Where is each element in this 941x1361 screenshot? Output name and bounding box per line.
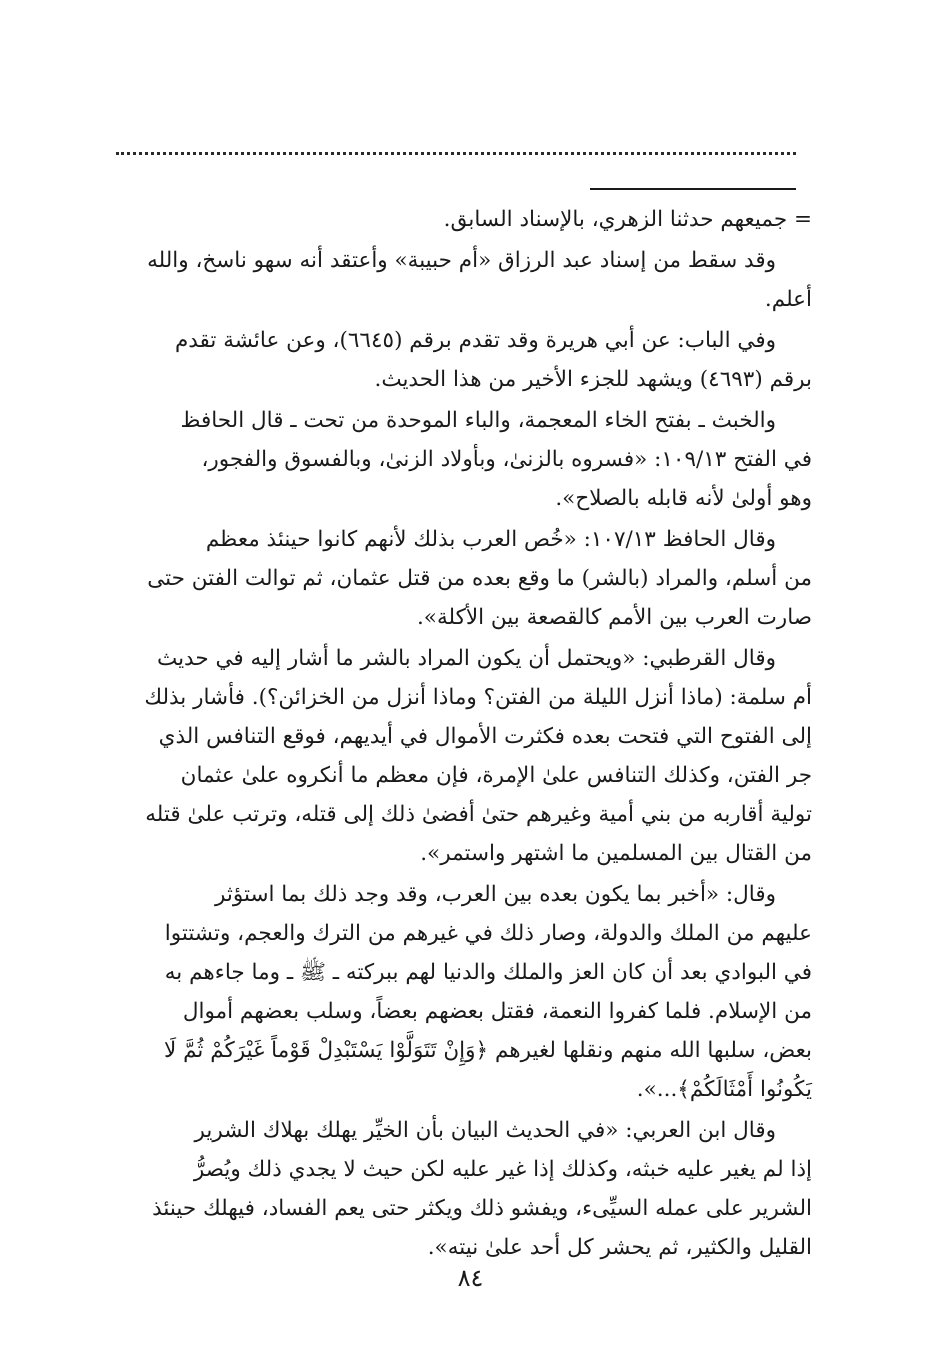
paragraph: وقال الحافظ ١٠٧/١٣: «خُص العرب بذلك لأنهم كانوا حينئذ معظم من أسلم، والمراد (بالشر) ما وقع بعده من قتل عثمان، ثم توالت الفتن حتى صارت العرب بين الأمم كالقصعة بين الأكلة». [147, 527, 812, 630]
paragraph: والخبث ـ بفتح الخاء المعجمة، والباء الموحدة من تحت ـ قال الحافظ في الفتح ١٠٩/١٣: «فسروه بالزنىٰ، وبأولاد الزنىٰ، وبالفسوق والفجور، وهو أولىٰ لأنه قابله بالصلاح». [180, 408, 812, 511]
paragraph: وقال: «أخبر بما يكون بعده بين العرب، وقد وجد ذلك بما استؤثر عليهم من الملك والدولة، وصار ذلك في غيرهم من الترك والعجم، وتشتتوا في البوادي بعد أن كان العز والملك والدنيا لهم ببركته ـ ﷺ ـ وما جاءهم به من الإسلام. فلما كفروا النعمة، فقتل بعضهم بعضاً، وسلب بعضهم أموال بعض، سلبها الله منهم ونقلها لغيرهم ﴿وَإِنْ تَتَوَلَّوْا يَسْتَبْدِلْ قَوْماً غَيْرَكُمْ ثُمَّ لَا يَكُونُوا أَمْثَالَكُمْ﴾...». [163, 882, 812, 1102]
dotted-separator [116, 152, 796, 155]
paragraph: وقال القرطبي: «ويحتمل أن يكون المراد بالشر ما أشار إليه في حديث أم سلمة: (ماذا أنزل الليلة من الفتن؟ وماذا أنزل من الخزائن؟). فأشار بذلك إلى الفتوح التي فتحت بعده فكثرت الأموال في أيديهم، فوقع التنافس الذي جر الفتن، وكذلك التنافس علىٰ الإمرة، فإن معظم ما أنكروه علىٰ عثمان تولية أقاربه من بني أمية وغيرهم حتىٰ أفضىٰ ذلك إلى قتله، وترتب علىٰ قتله من القتال بين المسلمين ما اشتهر واستمر». [144, 646, 812, 866]
paragraph: وقد سقط من إسناد عبد الرزاق «أم حبيبة» وأعتقد أنه سهو ناسخ، والله أعلم. [147, 248, 812, 312]
page-number: ٨٤ [457, 1264, 484, 1292]
paragraph: = جميعهم حدثنا الزهري، بالإسناد السابق. [443, 207, 812, 232]
paragraph: وقال ابن العربي: «في الحديث البيان بأن الخيِّر يهلك بهلاك الشرير إذا لم يغير عليه خبثه، وكذلك إذا غير عليه لكن حيث لا يجدي ذلك ويُصرُّ الشرير على عمله السيِّىء، ويفشو ذلك ويكثر حتى يعم الفساد، فيهلك حينئذ القليل والكثير، ثم يحشر كل أحد علىٰ نيته». [152, 1118, 812, 1260]
footnote-text-block [104, 200, 812, 1269]
paragraph: وفي الباب: عن أبي هريرة وقد تقدم برقم (٦٦٤٥)، وعن عائشة تقدم برقم (٤٦٩٣) ويشهد للجزء الأخير من هذا الحديث. [174, 328, 812, 392]
footnote-rule [590, 188, 796, 190]
